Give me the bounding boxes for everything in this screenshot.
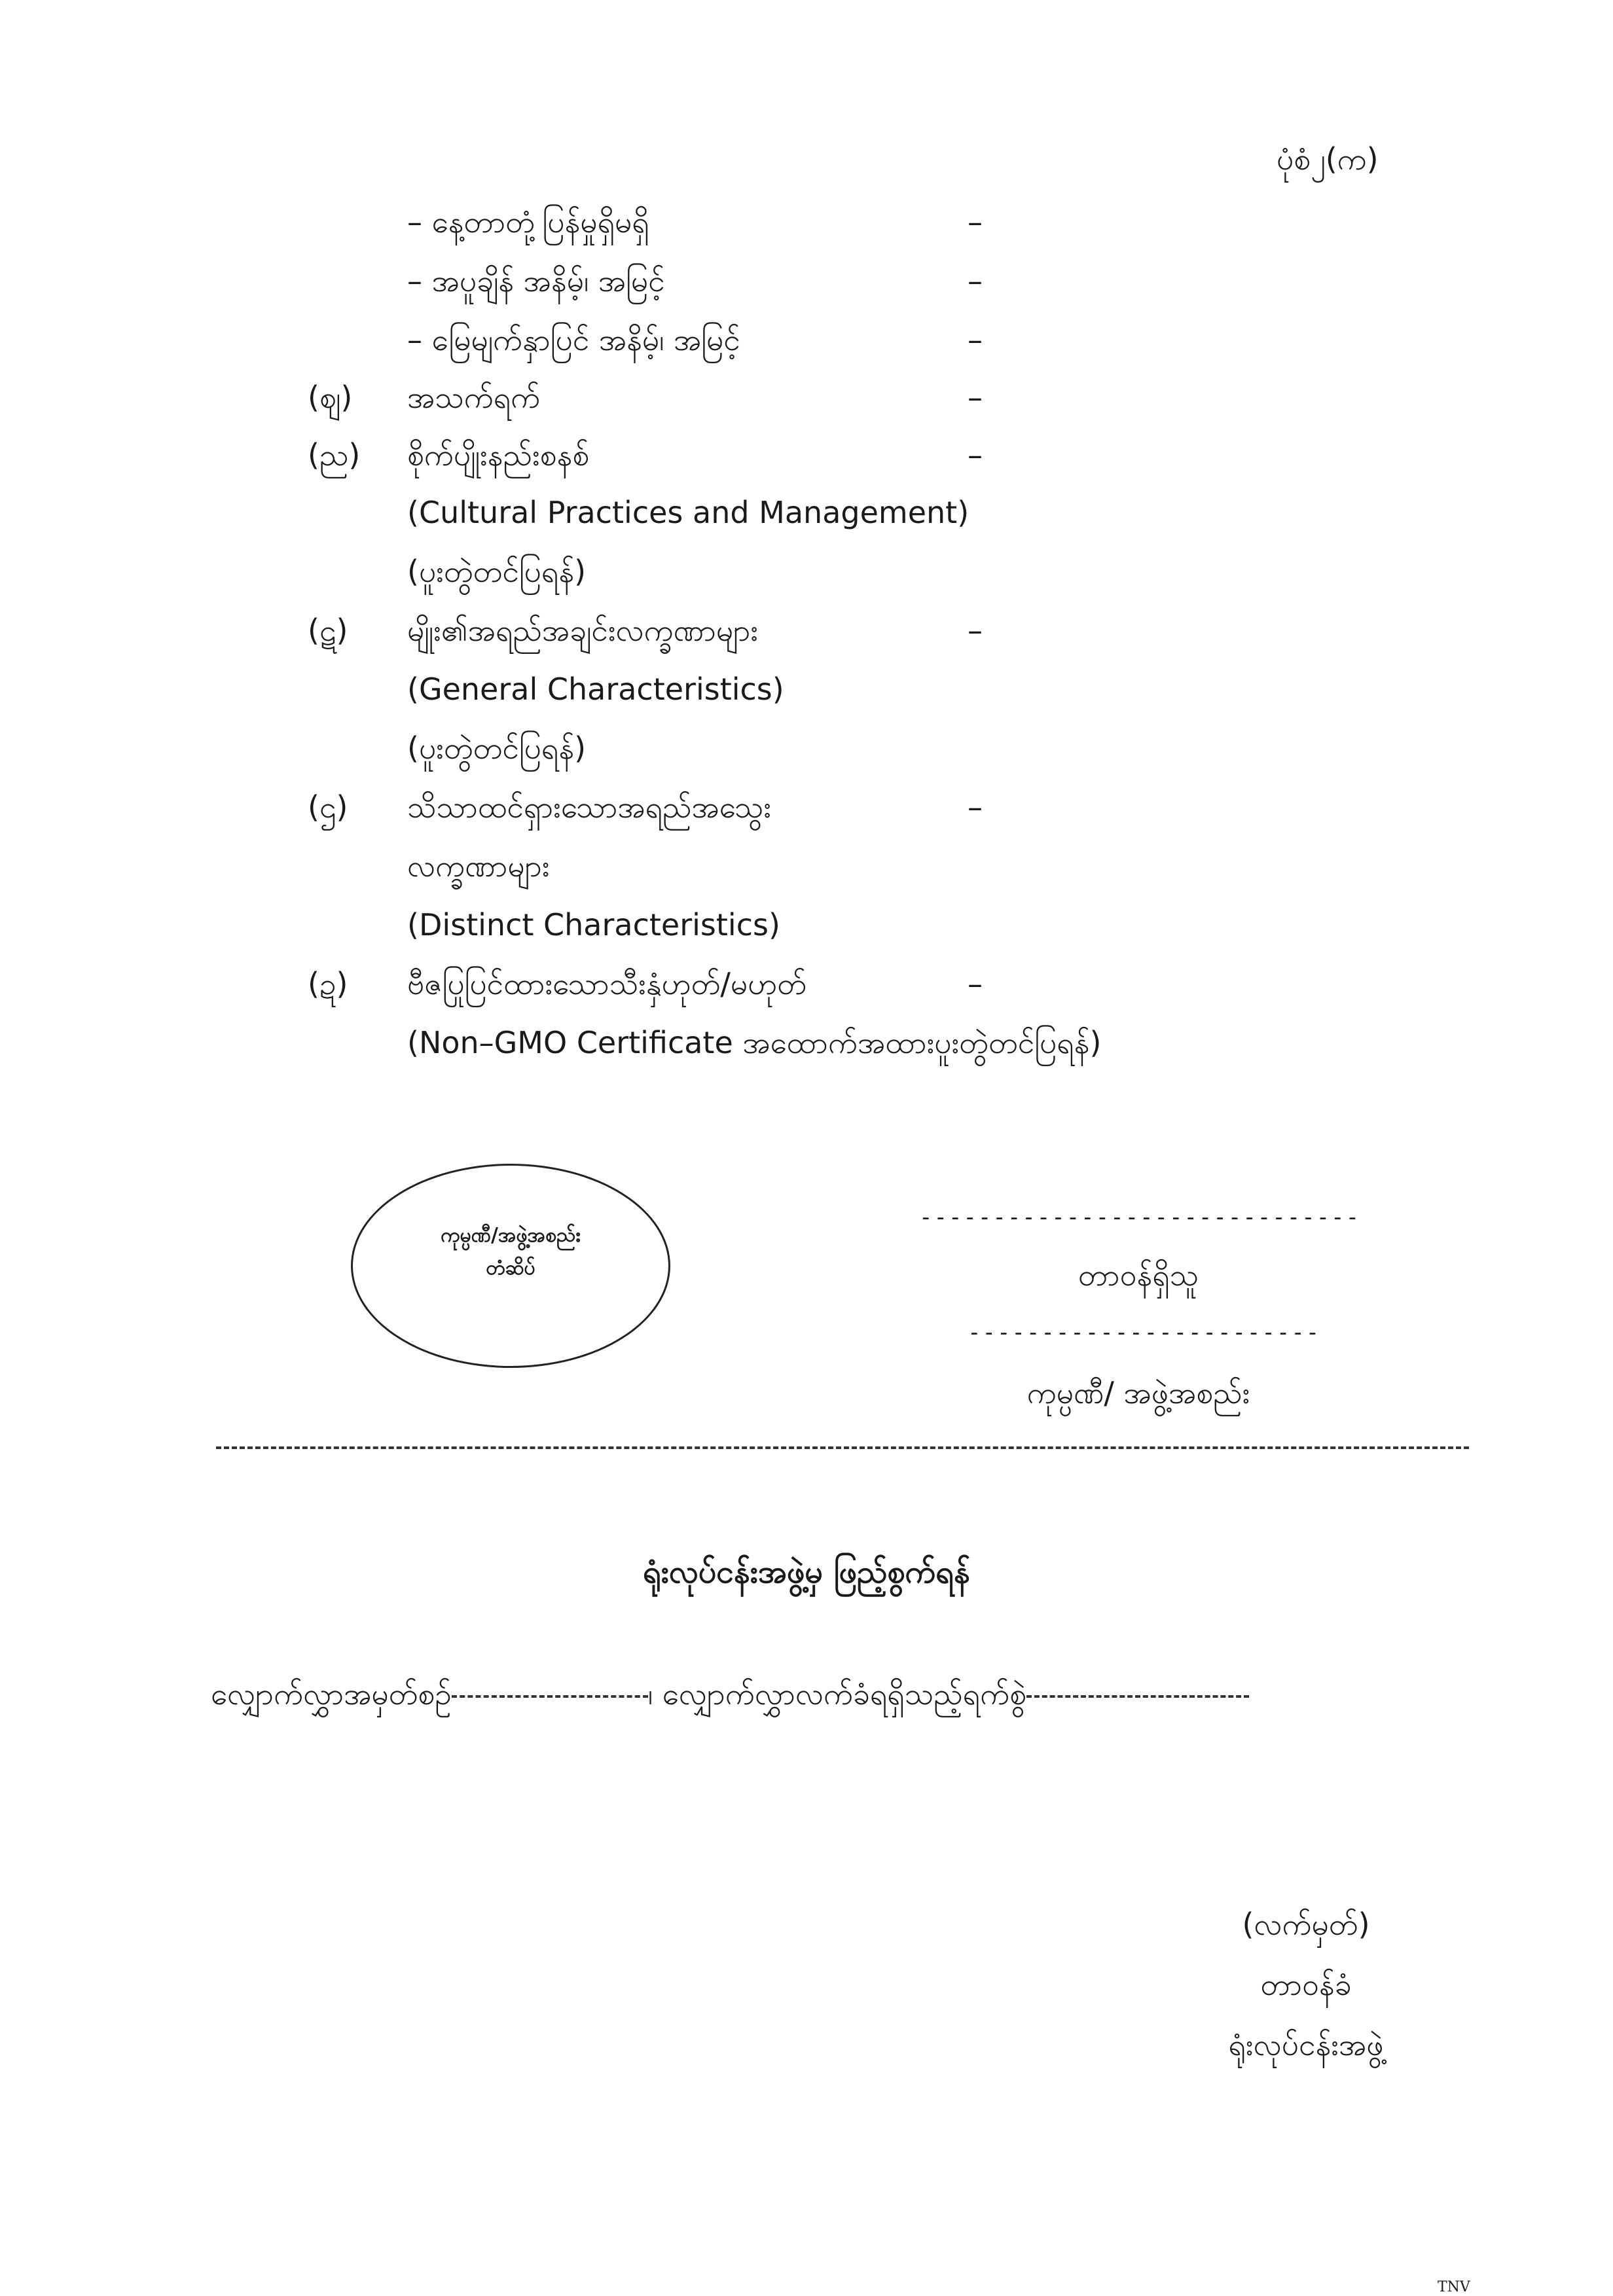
item-label: (Non–GMO Certificate အထောက်အထားပူးတွဲတင်ပြရန်) [407,1025,1102,1060]
company-org: ကုမ္ပဏီ/ အဖွဲ့အစည်း [1026,1375,1250,1410]
responsible-person: တာဝန်ရှိသူ [1078,1257,1199,1293]
item-label: – အပူချိန် အနိမ့်၊ အမြင့် [407,263,665,298]
item-label: (Distinct Characteristics) [407,907,780,942]
item-dash: – [968,263,983,298]
item-dash: – [968,437,983,473]
item-label: လက္ခဏာများ [407,848,550,884]
item-label: (ပူးတွဲတင်ပြရန်) [407,554,587,589]
item-dash: – [968,322,983,357]
field-separator: ၊ [647,1676,653,1712]
item-label: – မြေမျက်နှာပြင် အနိမ့်၊ အမြင့် [407,322,740,357]
item-label: (ပူးတွဲတင်ပြရန်) [407,730,587,766]
item-marker: (ဍ) [308,966,348,1001]
receipt-date-blank [1026,1695,1249,1698]
item-dash: – [968,204,983,240]
application-serial-label: လျှောက်လွှာအမှတ်စဉ် [211,1676,452,1712]
section-divider [216,1446,1469,1449]
item-label: မျိုး၏အရည်အချင်းလက္ခဏာများ [407,613,759,648]
signature-line: ------------------------------ [919,1204,1361,1230]
item-marker: (ည) [308,437,361,473]
item-label: အသက်ရက် [407,380,541,415]
item-dash: – [968,789,983,825]
seal-line1: ကုမ္ပဏီ/အဖွဲ့အစည်း [441,1224,581,1247]
office-signature-label: (လက်မှတ်) [1242,1907,1370,1942]
item-dash: – [968,380,983,415]
item-marker: (ဋ) [308,613,348,648]
item-label: – နေ့တာတုံ့ပြန်မှုရှိမရှိ [407,204,649,240]
office-section-heading: ရုံးလုပ်ငန်းအဖွဲ့မှ ဖြည့်စွက်ရန် [643,1554,970,1590]
item-label: (Cultural Practices and Management) [407,495,970,530]
scan-mark: TNV [1438,2279,1470,2295]
form-number: ပုံစံ၂(က) [1277,141,1379,177]
item-dash: – [968,613,983,648]
seal-line2: တံဆိပ် [486,1257,535,1280]
office-unit: ရုံးလုပ်ငန်းအဖွဲ့ [1228,2027,1384,2062]
org-line: ------------------------ [968,1319,1321,1346]
company-seal [351,1164,670,1368]
application-serial-blank [452,1695,648,1698]
item-label: သိသာထင်ရှားသောအရည်အသွေး [407,789,772,825]
item-dash: – [968,966,983,1001]
item-label: (General Characteristics) [407,672,784,707]
item-label: ဗီဇပြုပြင်ထားသောသီးနှံဟုတ်/မဟုတ် [407,966,806,1001]
item-marker: (ဈ) [308,380,353,415]
receipt-date-label: လျှောက်လွှာလက်ခံရရှိသည့်ရက်စွဲ [662,1676,1026,1712]
office-fields-row [211,1676,1249,1719]
officer-in-charge: တာဝန်ခံ [1260,1967,1352,2002]
item-marker: (ဌ) [308,789,348,825]
item-label: စိုက်ပျိုးနည်းစနစ် [407,437,590,473]
